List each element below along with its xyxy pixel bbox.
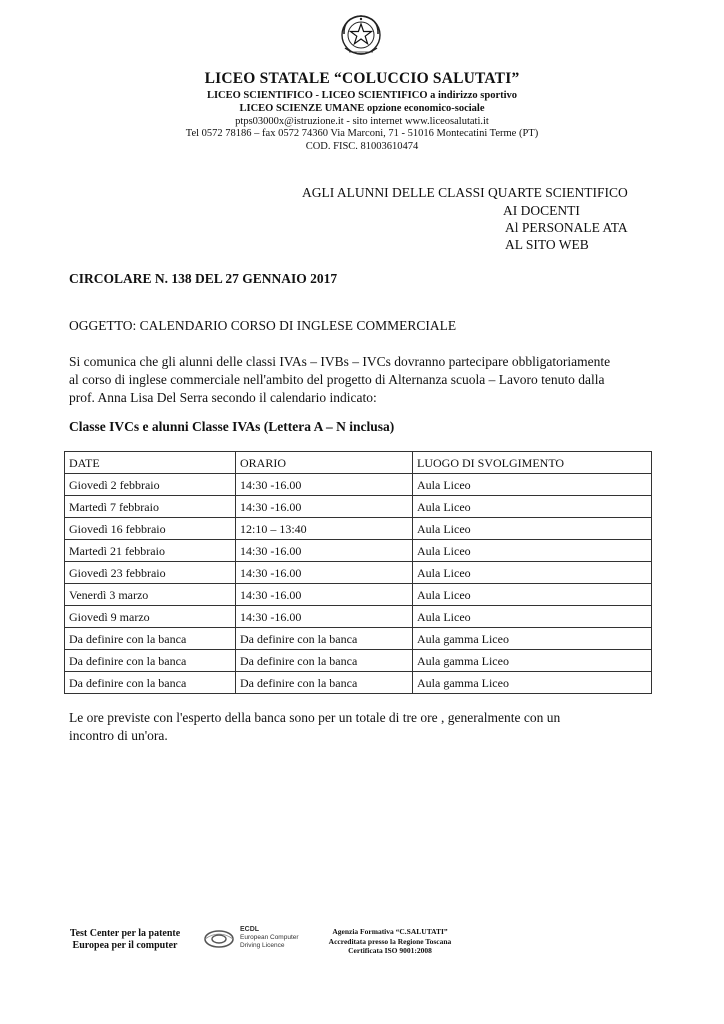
date-cell: Giovedì 2 febbraio <box>65 474 236 496</box>
date-cell: Giovedì 16 febbraio <box>65 518 236 540</box>
table-row <box>65 672 652 694</box>
emblem-icon <box>337 12 385 62</box>
closing-line: Le ore previste con l'esperto della banca sono per un totale di tre ore , generalmente con un <box>69 710 561 725</box>
time-cell: 14:30 -16.00 <box>236 496 413 518</box>
place-cell: Aula Liceo <box>413 606 652 628</box>
recipient-line: AGLI ALUNNI DELLE CLASSI QUARTE SCIENTIFICO <box>302 185 628 200</box>
date-cell: Giovedì 9 marzo <box>65 606 236 628</box>
header-line-1: LICEO SCIENTIFICO - LICEO SCIENTIFICO a indirizzo sportivo <box>206 90 518 101</box>
time-cell: 14:30 -16.00 <box>236 606 413 628</box>
place-cell: Aula gamma Liceo <box>413 672 652 694</box>
body-paragraph <box>69 353 669 407</box>
header-cell: LUOGO DI SVOLGIMENTO <box>413 452 652 474</box>
footer-left-line: Test Center per la patente <box>69 928 181 939</box>
time-cell: 14:30 -16.00 <box>236 474 413 496</box>
footer-agency <box>300 927 480 956</box>
footer-right-line: Certificata ISO 9001:2008 <box>348 946 432 955</box>
date-cell: Martedì 7 febbraio <box>65 496 236 518</box>
date-cell: Da definire con la banca <box>65 650 236 672</box>
ecdl-line: Driving Licence <box>240 942 285 949</box>
subject-line: OGGETTO: CALENDARIO CORSO DI INGLESE COMMERCIALE <box>69 318 457 333</box>
table-row <box>65 496 652 518</box>
table-row <box>65 474 652 496</box>
ecdl-logo-icon <box>202 928 236 950</box>
place-cell: Aula Liceo <box>413 584 652 606</box>
time-cell: 14:30 -16.00 <box>236 562 413 584</box>
table-row <box>65 518 652 540</box>
time-cell: 14:30 -16.00 <box>236 540 413 562</box>
footer-test-center <box>50 928 200 952</box>
table-row <box>65 628 652 650</box>
recipient-line: AI DOCENTI <box>503 203 580 218</box>
date-cell: Martedì 21 febbraio <box>65 540 236 562</box>
header-contacts: ptps03000x@istruzione.it - sito internet www.liceosalutati.it <box>235 116 489 127</box>
date-cell: Giovedì 23 febbraio <box>65 562 236 584</box>
date-cell: Da definire con la banca <box>65 672 236 694</box>
footer-right-line: Accreditata presso la Regione Toscana <box>328 936 452 946</box>
table-row <box>65 606 652 628</box>
ecdl-line: European Computer <box>240 934 299 941</box>
body-line: prof. Anna Lisa Del Serra secondo il calendario indicato: <box>69 390 377 405</box>
body-line: Si comunica che gli alunni delle classi IVAs – IVBs – IVCs dovranno partecipare obbligatoriamente <box>69 354 611 369</box>
header-address: Tel 0572 78186 – fax 0572 74360 Via Marconi, 71 - 51016 Montecatini Terme (PT) <box>185 128 539 139</box>
closing-paragraph <box>69 709 649 745</box>
place-cell: Aula gamma Liceo <box>413 650 652 672</box>
recipient-line: AL SITO WEB <box>505 237 589 252</box>
class-title: Classe IVCs e alunni Classe IVAs (Lettera A – N inclusa) <box>69 419 395 434</box>
table-row <box>65 584 652 606</box>
time-cell: Da definire con la banca <box>236 672 413 694</box>
place-cell: Aula Liceo <box>413 496 652 518</box>
place-cell: Aula Liceo <box>413 474 652 496</box>
calendar-table <box>64 451 652 694</box>
closing-line: incontro di un'ora. <box>69 728 168 743</box>
date-cell: Venerdì 3 marzo <box>65 584 236 606</box>
place-cell: Aula Liceo <box>413 518 652 540</box>
table-row <box>65 540 652 562</box>
place-cell: Aula Liceo <box>413 540 652 562</box>
place-cell: Aula gamma Liceo <box>413 628 652 650</box>
ecdl-text <box>240 926 299 950</box>
time-cell: Da definire con la banca <box>236 628 413 650</box>
header-cell: DATE <box>65 452 236 474</box>
date-cell: Da definire con la banca <box>65 628 236 650</box>
header-fiscal-code: COD. FISC. 81003610474 <box>305 141 419 152</box>
footer-left-line: Europea per il computer <box>72 940 178 951</box>
recipient-line: Al PERSONALE ATA <box>505 220 628 235</box>
circular-number: CIRCOLARE N. 138 DEL 27 GENNAIO 2017 <box>69 271 338 286</box>
body-line: al corso di inglese commerciale nell'ambito del progetto di Alternanza scuola – Lavoro tenuto dalla <box>69 372 605 387</box>
place-cell: Aula Liceo <box>413 562 652 584</box>
time-cell: 12:10 – 13:40 <box>236 518 413 540</box>
header-cell: ORARIO <box>236 452 413 474</box>
table-row <box>65 562 652 584</box>
school-name: LICEO STATALE “COLUCCIO SALUTATI” <box>204 70 520 87</box>
header-line-2: LICEO SCIENZE UMANE opzione economico-sociale <box>239 103 485 114</box>
ecdl-brand: ECDL <box>240 926 260 933</box>
footer-right-line: Agenzia Formativa “C.SALUTATI” <box>332 927 448 936</box>
table-row <box>65 650 652 672</box>
time-cell: Da definire con la banca <box>236 650 413 672</box>
time-cell: 14:30 -16.00 <box>236 584 413 606</box>
table-header-row <box>65 452 652 474</box>
